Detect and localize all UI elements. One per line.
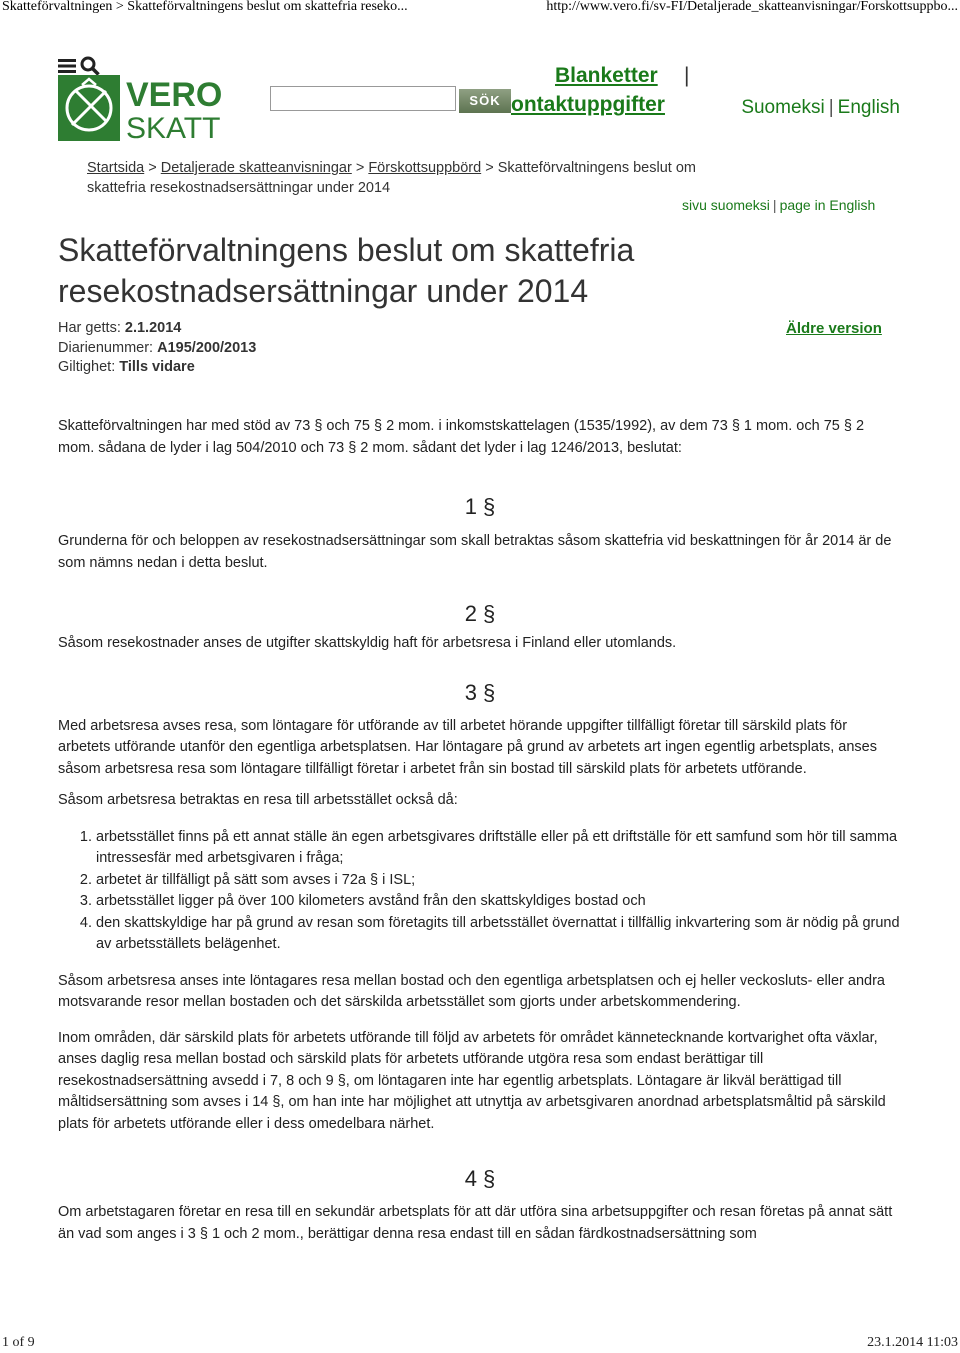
page-lang-suomeksi[interactable]: sivu suomeksi — [682, 197, 770, 213]
validity-label: Giltighet: — [58, 359, 116, 375]
main-content — [58, 416, 902, 1245]
section-3-text-3: Inom områden, där särskild plats för arbetets utförande till följd av arbetets för området kännetecknande kortvarighet ofta växlar, anses daglig resa mellan bostad och särskild plats för arbetets utförande utgöra resa som endast berättigar till resekostnadsersättning avsedd i 7, 8 och 9 §, om löntagaren inte har egentlig arbetsplats. Löntagare är likväl berättigad till måltidsersättning som avses i 14 §, om han inte har möjlighet att utnyttja av arbetsgivaren anordnad arbetsplatsmåltid på särskild plats för arbetets utförande eller i dess omedelbara närhet. — [58, 1029, 886, 1132]
diary-label: Diarienummer: — [58, 339, 154, 356]
section-3-text-2: Såsom arbetsresa anses inte löntagares resa mellan bostad och den egentliga arbetsplatsen och ej heller veckosluts- eller andra motsvarande resor mellan bostaden och det särskilda arbetsstället som gjorts under arbetskommendering. — [58, 972, 885, 1010]
breadcrumb-separator: > — [485, 160, 494, 176]
print-header-url: http://www.vero.fi/sv-FI/Detaljerade_skatteanvisningar/Forskottsuppbo... — [546, 0, 958, 14]
page-lang-english[interactable]: page in English — [779, 197, 876, 213]
vero-skatt-logo[interactable] — [58, 75, 268, 141]
section-4-heading: 4 § — [464, 1166, 496, 1191]
page-language-links: sivu suomeksi | page in English — [682, 197, 876, 213]
page-number: 1 of 9 — [2, 1335, 35, 1350]
list-item: 3. arbetsstället ligger på över 100 kilometers avstånd från den skattskyldiges bostad och — [96, 891, 902, 913]
print-header — [0, 0, 960, 16]
logo-line2: SKATT — [126, 112, 221, 141]
breadcrumb-separator: > — [148, 160, 157, 176]
language-switch — [741, 97, 900, 119]
lang-separator: | — [828, 97, 834, 118]
print-datetime: 23.1.2014 11:03 — [867, 1335, 958, 1350]
list-item: 4. den skattskyldige har på grund av resan som företagits till arbetsstället övernattat i tillfällig inkvartering som är nödig på grund av arbetsställets belägenhet. — [96, 913, 902, 956]
breadcrumb-detaljerade[interactable]: Detaljerade skatteanvisningar — [160, 160, 352, 176]
lang-suomeksi[interactable]: Suomeksi — [741, 97, 825, 118]
section-4-text: Om arbetstagaren företar en resa till en sekundär arbetsplats för att där utföra sina arbetsuppgifter och resan företas på annat sätt än vad som anges i 3 § 1 och 2 mom., berättigar denna resa endast till en sådan färdkostnadsersättning som — [58, 1204, 893, 1242]
list-item: 2. arbetet är tillfälligt på sätt som avses i 72a § i ISL; — [96, 870, 902, 892]
section-1-heading: 1 § — [464, 494, 496, 519]
lang-english[interactable]: English — [837, 97, 900, 118]
older-version-link[interactable]: Äldre version — [786, 320, 882, 337]
nav-separator: | — [684, 64, 690, 87]
section-2-heading: 2 § — [464, 601, 496, 626]
search-button[interactable]: SÖK — [459, 89, 511, 113]
document-meta — [58, 319, 256, 378]
section-3-list-intro: Såsom arbetsresa betraktas en resa till arbetsstället också då: — [58, 792, 458, 808]
breadcrumb — [87, 158, 697, 198]
section-2-text: Såsom resekostnader anses de utgifter skattskyldig haft för arbetsresa i Finland eller utomlands. — [58, 635, 677, 651]
diary-number: A195/200/2013 — [157, 339, 257, 356]
list-item: 1. arbetsstället finns på ett annat ställe än egen arbetsgivares driftställe eller på ett driftställe för ett samfund som hör till samma intressesfär med arbetsgivaren i fråga; — [96, 827, 902, 870]
page-title: Skatteförvaltningens beslut om skattefria resekostnadsersättningar under 2014 — [58, 232, 635, 309]
section-1-text: Grunderna för och beloppen av resekostnadsersättningar som skall betraktas såsom skattefria vid beskattningen för år 2014 är de som nämns nedan i detta beslut. — [58, 533, 892, 571]
conditions-list — [58, 827, 902, 956]
validity-value: Tills vidare — [119, 359, 195, 375]
nav-blanketter[interactable]: Blanketter — [555, 64, 658, 87]
logo-line1: VERO — [126, 76, 223, 114]
section-3-heading: 3 § — [464, 679, 496, 705]
section-3-text: Med arbetsresa avses resa, som löntagare för utförande av till arbetet hörande uppgifter tillfälligt företar till särskild plats för arbetets utförande utanför den egentliga arbetsplatsen. Har löntagare på grund av arbetets art ingen egentlig arbetsplats, anses såsom arbetsresa resa som löntagare tillfälligt företar i arbetet från sin bostad till särskild plats för arbetets utförande. — [58, 717, 877, 777]
breadcrumb-current: Skatteförvaltningens beslut om skattefria resekostnadsersättningar under 2014 — [87, 160, 696, 196]
search-input[interactable] — [270, 86, 456, 111]
breadcrumb-startsida[interactable]: Startsida — [87, 160, 145, 176]
nav-kontaktuppgifter[interactable]: ontaktuppgifter — [511, 93, 665, 116]
given-label: Har getts: — [58, 320, 121, 336]
print-header-title: Skatteförvaltningen > Skatteförvaltningens beslut om skattefria reseko... — [2, 0, 408, 14]
breadcrumb-forskottsuppbord[interactable]: Förskottsuppbörd — [368, 160, 482, 176]
intro-paragraph: Skatteförvaltningen har med stöd av 73 § och 75 § 2 mom. i inkomstskattelagen (1535/1992), av dem 73 § 1 mom. och 75 § 2 mom. sådana de lyder i lag 504/2010 och 73 § 2 mom. sådant det lyder i lag 1246/2013, beslutat: — [58, 418, 865, 456]
breadcrumb-separator: > — [355, 160, 365, 176]
given-date: 2.1.2014 — [124, 320, 182, 336]
